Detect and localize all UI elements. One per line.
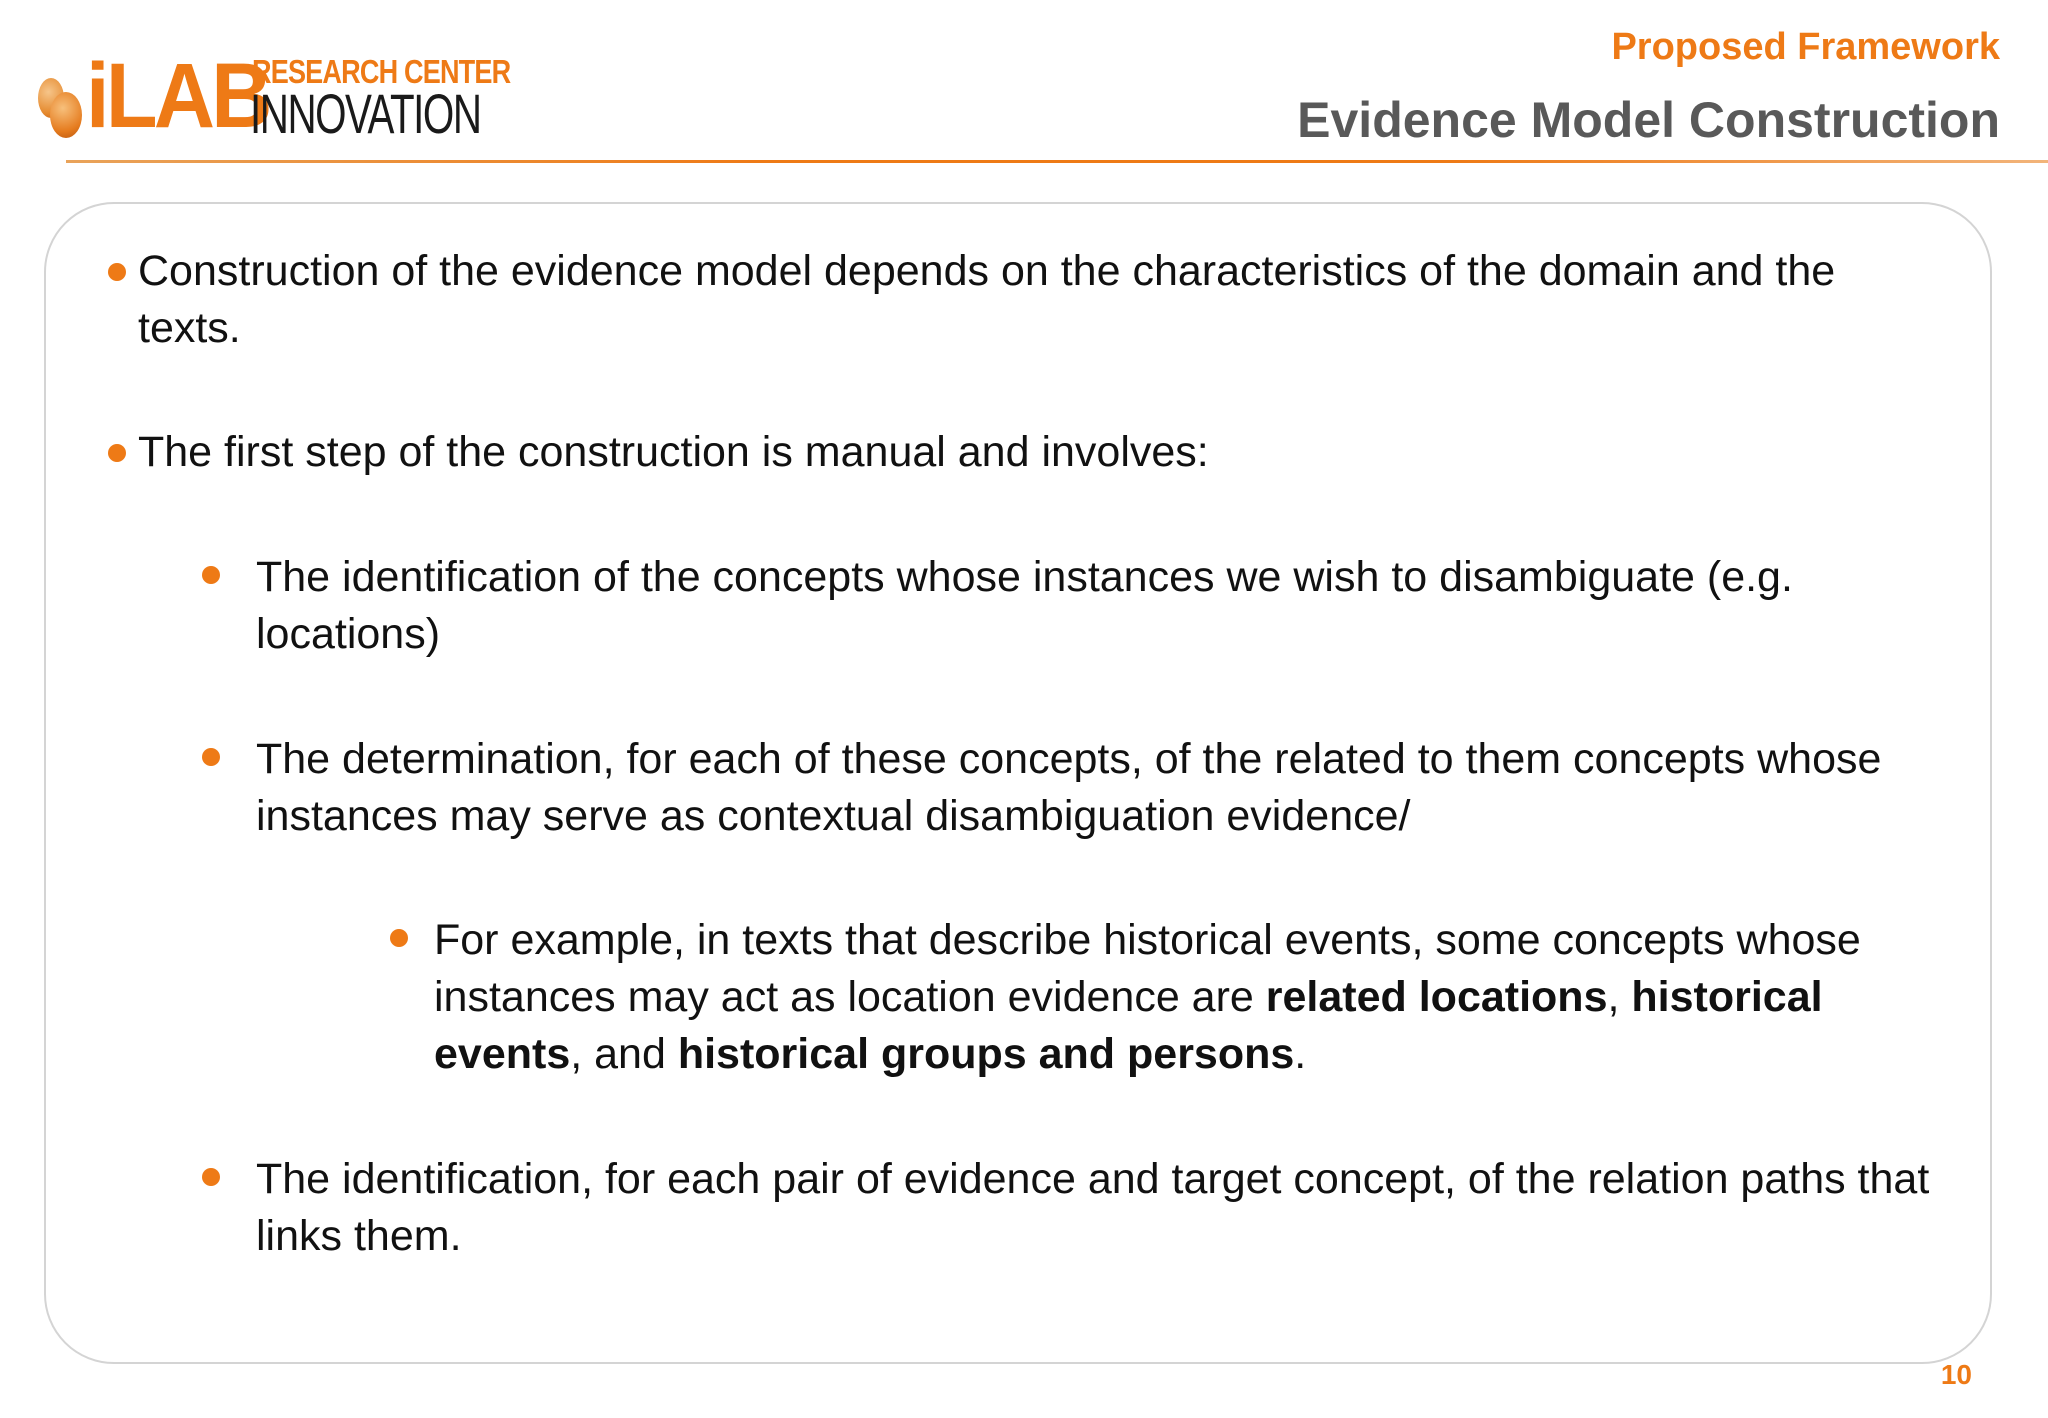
bullet-dot-icon [202,566,220,584]
example-text-part1: For example, in texts that describe historical events, some concepts whose instances may act as location evidence are [434,916,1861,1021]
bullet-text: The identification, for each pair of evidence and target concept, of the relation paths that links them. [256,1155,1930,1260]
bullet-dot-icon [108,444,126,462]
bullet-dot-icon [202,748,220,766]
bullet-level2-identification-concepts [256,549,1936,663]
logo-brand-text: iLAB [86,45,269,147]
logo-innovation-text: INNOVATION [250,82,481,145]
logo-dots-icon [38,58,88,140]
bullet-dot-icon [108,263,126,281]
bullet-level1-evidence-model [138,243,1938,357]
example-text-part4: . [1294,1030,1307,1078]
bullet-text: The determination, for each of these concepts, of the related to them concepts whose instances may serve as contextual disambiguation evidence/ [256,735,1882,840]
logo-dot-big [50,92,82,138]
example-text-part3: , and [570,1030,678,1078]
bullet-text: Construction of the evidence model depends on the characteristics of the domain and the texts. [138,247,1836,352]
bullet-dot-icon [202,1168,220,1186]
ilab-logo [38,45,511,147]
bullet-level3-example [434,912,1934,1083]
bullet-text [434,912,1934,1083]
bullet-dot-icon [390,929,408,947]
example-bold-related-locations: related locations [1265,973,1608,1021]
example-bold-historical-events: historical events [434,973,1823,1078]
example-bold-historical-groups: historical groups and persons [677,1030,1295,1078]
bullet-text: The identification of the concepts whose instances we wish to disambiguate (e.g. locations) [256,553,1793,658]
header-divider [66,160,2048,163]
slide-title: Evidence Model Construction [1297,92,2000,148]
example-text-part2: , [1607,973,1632,1021]
section-label: Proposed Framework [1611,26,2000,68]
logo-research-center-text: RESEARCH CENTER [252,53,511,90]
page-number: 10 [1940,1359,1972,1390]
bullet-level2-determination [256,731,1936,845]
bullet-level1-first-step [138,424,1938,481]
bullet-level2-relation-paths [256,1151,1936,1265]
bullet-text: The first step of the construction is manual and involves: [138,428,1209,476]
